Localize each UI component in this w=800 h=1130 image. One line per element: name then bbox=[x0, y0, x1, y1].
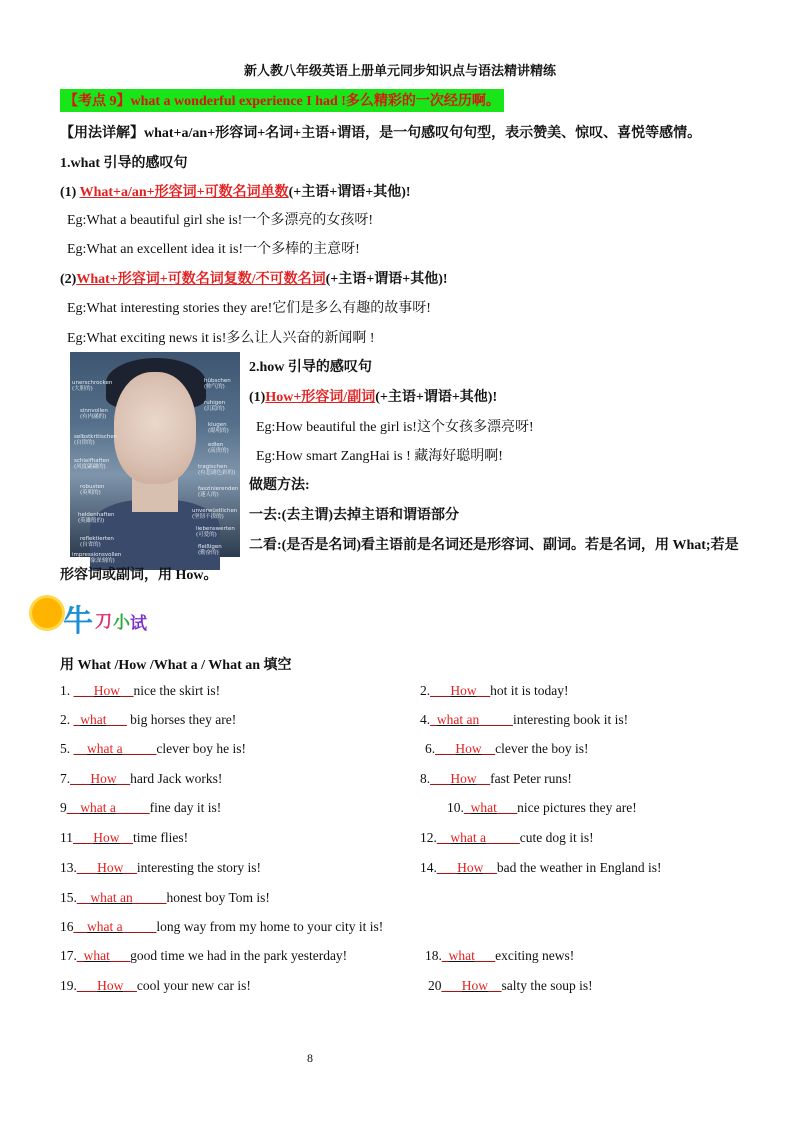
photo-label: unerschrocken (大胆的) bbox=[72, 380, 113, 392]
blank-underline-tail: _____ bbox=[115, 800, 150, 815]
exercise-answer[interactable]: what an bbox=[90, 890, 133, 905]
banner-char-2: 刀 bbox=[95, 612, 112, 632]
blank-underline-tail: ___ bbox=[496, 800, 518, 815]
blank-underline-tail: _____ bbox=[122, 919, 157, 934]
exercise-sentence: time flies! bbox=[133, 830, 189, 845]
exercise-item bbox=[447, 800, 637, 816]
exercise-item bbox=[425, 948, 574, 964]
photo-label: faszinierenden (迷人的) bbox=[198, 486, 239, 498]
pattern-1-line bbox=[60, 181, 411, 201]
blank-underline-lead: ___ bbox=[73, 830, 94, 845]
exercise-item bbox=[420, 712, 628, 728]
method-step-2a: 二看:(是否是名词)看主语前是名词还是形容词、副词。若是名词，用 What;若是 bbox=[249, 538, 739, 553]
exercise-answer[interactable]: How bbox=[461, 978, 488, 993]
exercise-item bbox=[60, 771, 222, 787]
exercise-number: 6. bbox=[425, 741, 436, 756]
exercise-sentence: nice pictures they are! bbox=[517, 800, 637, 815]
pattern-1-formula: What+a/an+形容词+可数名词单数 bbox=[79, 185, 289, 200]
photo-label: schleifhaften (风度翩翩的) bbox=[74, 458, 110, 470]
exercise-item bbox=[60, 890, 270, 906]
pattern-3-line bbox=[249, 386, 497, 406]
exercise-answer[interactable]: How bbox=[455, 741, 482, 756]
exercise-number: 9 bbox=[60, 800, 67, 815]
exercise-answer[interactable]: How bbox=[90, 771, 117, 786]
exercise-sentence: salty the soup is! bbox=[501, 978, 593, 993]
exercise-item bbox=[60, 683, 220, 699]
exercise-item bbox=[420, 830, 594, 846]
exercise-item bbox=[60, 830, 188, 846]
exercise-sentence: hot it is today! bbox=[490, 683, 569, 698]
blank-underline-tail: __ bbox=[481, 741, 496, 756]
blank-underline-tail: __ bbox=[476, 771, 491, 786]
pattern-2-line bbox=[60, 268, 448, 288]
exercise-item bbox=[60, 948, 347, 964]
exercise-sentence: nice the skirt is! bbox=[133, 683, 221, 698]
exercise-number: 12. bbox=[420, 830, 437, 845]
blank-underline-lead: _ bbox=[430, 712, 437, 727]
banner-char-4: 试 bbox=[130, 614, 147, 634]
blank-underline-lead: __ bbox=[66, 800, 81, 815]
blank-underline-tail: __ bbox=[123, 860, 137, 875]
example-4: Eg:What exciting news it is!多么让人兴奋的新闻啊 ! bbox=[67, 331, 375, 346]
exercise-sentence: cute dog it is! bbox=[519, 830, 594, 845]
exercise-answer[interactable]: How bbox=[450, 683, 477, 698]
face-shape bbox=[114, 372, 196, 484]
exercise-sentence: fine day it is! bbox=[149, 800, 222, 815]
exercise-number: 2. bbox=[420, 683, 431, 698]
exercise-sentence: good time we had in the park yesterday! bbox=[130, 948, 348, 963]
blank-underline-lead: ___ bbox=[70, 771, 91, 786]
photo-label: robusten (英明的) bbox=[80, 484, 105, 496]
key-point-banner: 【考点 9】what a wonderful experience I had !多么精彩的一次经历啊。 bbox=[60, 89, 504, 112]
blank-underline-lead: __ bbox=[73, 741, 87, 756]
exercise-number: 7. bbox=[60, 771, 71, 786]
pattern-1-number: (1) bbox=[60, 185, 80, 200]
method-step-2b: 形容词或副词，用 How。 bbox=[60, 568, 218, 583]
blank-underline-tail: ___ bbox=[106, 712, 127, 727]
blank-underline-lead: _ bbox=[73, 712, 81, 727]
exercise-instruction: 用 What /How /What a / What an 填空 bbox=[60, 658, 292, 673]
blank-underline-lead: ___ bbox=[430, 683, 451, 698]
exercise-number: 17. bbox=[60, 948, 77, 963]
exercise-item bbox=[425, 741, 588, 757]
exercise-sentence: long way from my home to your city it is! bbox=[156, 919, 384, 934]
blank-underline-lead: ___ bbox=[435, 741, 456, 756]
blank-underline-tail: __ bbox=[119, 830, 133, 845]
exercise-answer[interactable]: How bbox=[97, 860, 124, 875]
exercise-answer[interactable]: How bbox=[450, 771, 477, 786]
exercise-sentence: bad the weather in England is! bbox=[496, 860, 662, 875]
blank-underline-tail: ___ bbox=[474, 948, 496, 963]
blank-underline-tail: __ bbox=[116, 771, 131, 786]
exercise-sentence: interesting book it is! bbox=[512, 712, 629, 727]
usage-explanation: 【用法详解】what+a/an+形容词+名词+主语+谓语，是一句感叹句句型，表示赞美、惊叹、喜悦等感情。 bbox=[60, 126, 702, 141]
example-3: Eg:What interesting stories they are!它们是多么有趣的故事呀! bbox=[67, 301, 431, 316]
exercise-sentence: fast Peter runs! bbox=[490, 771, 572, 786]
photo-label: klugen (聪明的) bbox=[208, 422, 229, 434]
pattern-3-number: (1) bbox=[249, 390, 266, 405]
exercise-number: 8. bbox=[420, 771, 431, 786]
photo-label: reflektierten (自省的) bbox=[80, 536, 114, 548]
exercise-number: 18. bbox=[425, 948, 442, 963]
blank-underline-lead: ___ bbox=[441, 978, 462, 993]
exercise-answer[interactable]: How bbox=[457, 860, 484, 875]
exercise-answer[interactable]: How bbox=[97, 978, 124, 993]
blank-underline-tail: _____ bbox=[132, 890, 167, 905]
blank-underline-tail: _____ bbox=[122, 741, 157, 756]
photo-label: edlen (高贵的) bbox=[208, 442, 229, 454]
exercise-answer[interactable]: How bbox=[93, 830, 120, 845]
blank-underline-lead: ___ bbox=[73, 683, 94, 698]
sun-icon bbox=[32, 598, 62, 628]
exercise-number: 2. bbox=[60, 712, 74, 727]
exercise-answer[interactable]: How bbox=[93, 683, 120, 698]
exercise-answer[interactable]: what bbox=[80, 712, 107, 727]
exercise-sentence: cool your new car is! bbox=[136, 978, 251, 993]
exercise-item bbox=[60, 712, 236, 728]
exercise-sentence: clever the boy is! bbox=[495, 741, 589, 756]
photo-label: sinnvollen (有内涵的) bbox=[80, 408, 108, 420]
photo-label: impressionsvollen (令人印象深刻的) bbox=[72, 552, 122, 564]
exercise-number: 14. bbox=[420, 860, 437, 875]
blank-underline-lead: ___ bbox=[430, 771, 451, 786]
exercise-number: 13. bbox=[60, 860, 77, 875]
exercise-item bbox=[420, 771, 572, 787]
blank-underline-lead: __ bbox=[436, 830, 451, 845]
exercise-answer[interactable]: what a bbox=[450, 830, 486, 845]
section-what-title: 1.what 引导的感叹句 bbox=[60, 156, 188, 171]
exercise-answer[interactable]: what an bbox=[436, 712, 480, 727]
method-step-1: 一去:(去主谓)去掉主语和谓语部分 bbox=[249, 508, 459, 523]
blank-underline-tail: __ bbox=[483, 860, 497, 875]
exercise-sentence: interesting the story is! bbox=[136, 860, 261, 875]
exercise-sentence: hard Jack works! bbox=[130, 771, 223, 786]
exercise-number: 10. bbox=[447, 800, 464, 815]
example-6: Eg:How smart ZangHai is ! 藏海好聪明啊! bbox=[256, 449, 503, 464]
page-number: 8 bbox=[307, 1051, 313, 1065]
banner-char-1: 牛 bbox=[63, 604, 93, 639]
exercise-answer[interactable]: what bbox=[83, 948, 110, 963]
exercise-number: 4. bbox=[420, 712, 431, 727]
exercise-item bbox=[60, 978, 251, 994]
exercise-number: 15. bbox=[60, 890, 77, 905]
exercise-item bbox=[420, 860, 661, 876]
exercise-item bbox=[60, 919, 383, 935]
pattern-1-rest: (+主语+谓语+其他)! bbox=[288, 185, 411, 200]
blank-underline-lead: ___ bbox=[436, 860, 458, 875]
method-title: 做题方法: bbox=[249, 478, 310, 493]
exercise-number: 16 bbox=[60, 919, 74, 934]
blank-underline-lead: _ bbox=[441, 948, 449, 963]
exercise-answer[interactable]: what bbox=[470, 800, 497, 815]
example-5: Eg:How beautiful the girl is!这个女孩多漂亮呀! bbox=[256, 420, 534, 435]
photo-label: heldenhaften (英雄般的) bbox=[78, 512, 115, 524]
photo-label: fleißigen (勤奋的) bbox=[198, 544, 222, 556]
photo-label: liebenswerten (可爱的) bbox=[196, 526, 235, 538]
blank-underline-tail: ___ bbox=[109, 948, 131, 963]
blank-underline-tail: _____ bbox=[485, 830, 520, 845]
blank-underline-tail: __ bbox=[476, 683, 491, 698]
photo-label: ruhigen (沉稳的) bbox=[204, 400, 226, 412]
exercise-item bbox=[428, 978, 593, 994]
blank-underline-lead: _ bbox=[76, 948, 84, 963]
photo-label: hübschen (帅气的) bbox=[204, 378, 231, 390]
exercise-item bbox=[60, 800, 221, 816]
exercise-item bbox=[60, 741, 246, 757]
exercise-number: 20 bbox=[428, 978, 442, 993]
blank-underline-lead: __ bbox=[73, 919, 87, 934]
example-1: Eg:What a beautiful girl she is!一个多漂亮的女孩呀! bbox=[67, 213, 373, 228]
pattern-2-formula: What+形容词+可数名词复数/不可数名词 bbox=[76, 272, 326, 287]
exercise-answer[interactable]: what a bbox=[87, 741, 123, 756]
exercise-answer[interactable]: what a bbox=[87, 919, 123, 934]
blank-underline-tail: __ bbox=[120, 683, 134, 698]
photo-label: selbstkritischen (自律的) bbox=[74, 434, 118, 446]
exercise-item bbox=[60, 860, 261, 876]
pattern-3-formula: How+形容词/副词 bbox=[265, 390, 376, 405]
photo-label: unverwüstlichen (坚韧不拔的) bbox=[192, 508, 238, 520]
exercise-sentence: honest boy Tom is! bbox=[166, 890, 270, 905]
banner-char-3: 小 bbox=[113, 613, 130, 633]
portrait-illustration bbox=[70, 352, 240, 564]
blank-underline-tail: __ bbox=[123, 978, 137, 993]
blank-underline-lead: _ bbox=[463, 800, 471, 815]
blank-underline-lead: __ bbox=[76, 890, 91, 905]
exercise-answer[interactable]: what a bbox=[80, 800, 116, 815]
exercise-item bbox=[420, 683, 569, 699]
section-how-title: 2.how 引导的感叹句 bbox=[249, 360, 372, 375]
exercise-sentence: clever boy he is! bbox=[156, 741, 246, 756]
exercise-sentence: big horses they are! bbox=[126, 712, 237, 727]
blank-underline-lead: ___ bbox=[76, 860, 98, 875]
exercise-number: 1. bbox=[60, 683, 74, 698]
blank-underline-tail: __ bbox=[488, 978, 502, 993]
exercise-number: 5. bbox=[60, 741, 74, 756]
photo-label: tragischen (有悲剧色彩的) bbox=[198, 464, 236, 476]
pattern-2-rest: (+主语+谓语+其他)! bbox=[325, 272, 448, 287]
page-header: 新人教八年级英语上册单元同步知识点与语法精讲精练 bbox=[243, 63, 556, 78]
pattern-3-rest: (+主语+谓语+其他)! bbox=[375, 390, 498, 405]
exercise-number: 19. bbox=[60, 978, 77, 993]
exercise-answer[interactable]: what bbox=[448, 948, 475, 963]
pattern-2-number: (2) bbox=[60, 272, 77, 287]
exercise-number: 11 bbox=[60, 830, 73, 845]
blank-underline-lead: ___ bbox=[76, 978, 98, 993]
example-2: Eg:What an excellent idea it is!一个多棒的主意呀! bbox=[67, 242, 360, 257]
blank-underline-tail: _____ bbox=[479, 712, 513, 727]
exercise-sentence: exciting news! bbox=[495, 948, 575, 963]
